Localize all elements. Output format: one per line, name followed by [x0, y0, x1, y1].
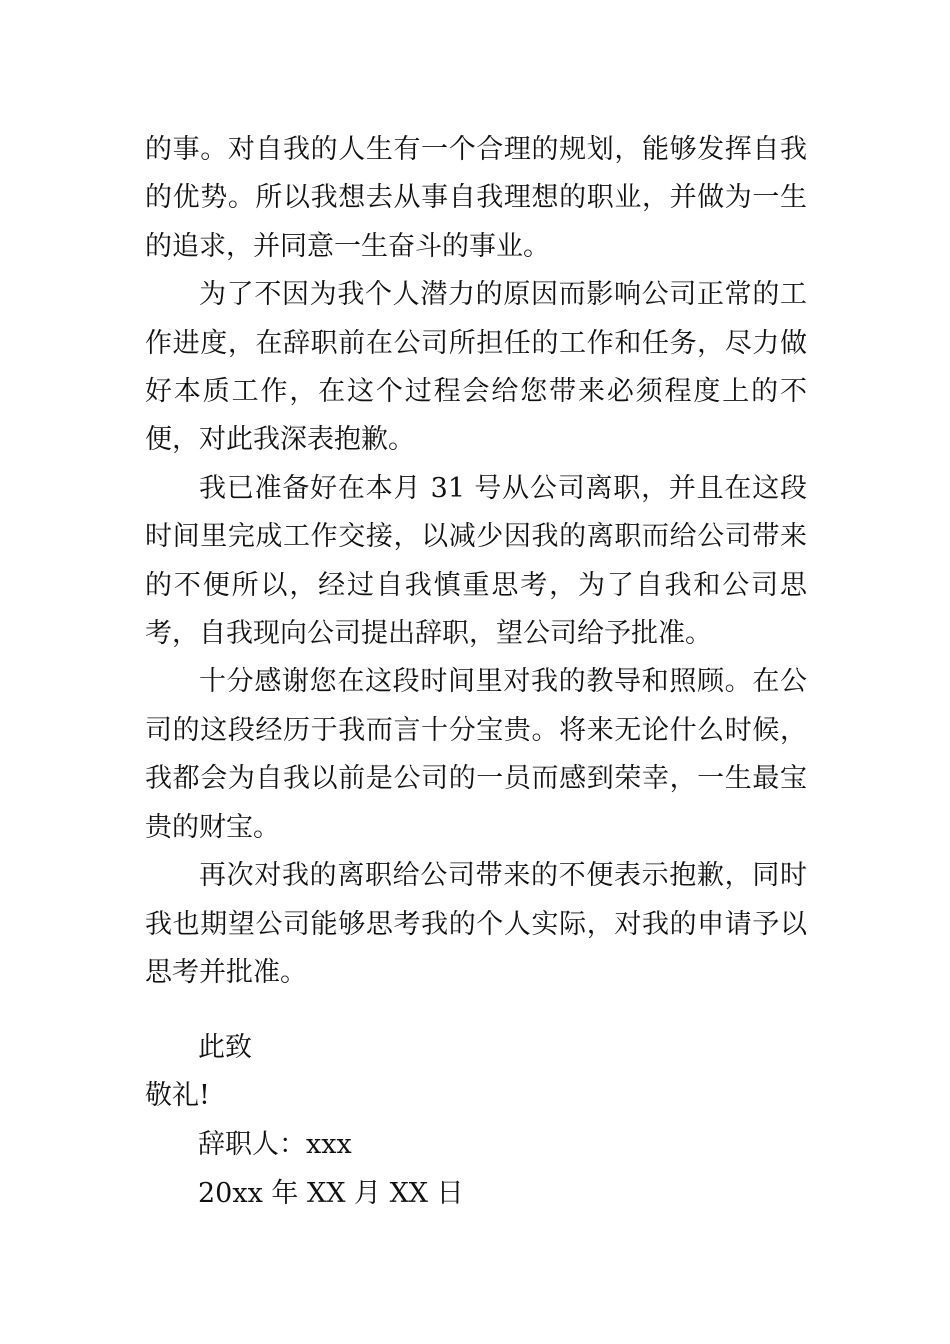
paragraph-1: 的事。对自我的人生有一个合理的规划，能够发挥自我的优势。所以我想去从事自我理想的职业，并做为一生的追求，并同意一生奋斗的事业。	[145, 134, 807, 262]
paragraph-2: 为了不因为我个人潜力的原因而影响公司正常的工作进度，在辞职前在公司所担任的工作和任务，尽力做好本质工作，在这个过程会给您带来必须程度上的不便，对此我深表抱歉。	[145, 279, 807, 456]
signature-line: 辞职人：xxx	[198, 1129, 352, 1160]
paragraph-5: 再次对我的离职给公司带来的不便表示抱歉，同时我也期望公司能够思考我的个人实际，对我的申请予以思考并批准。	[145, 860, 807, 988]
paragraph-3: 我已准备好在本月 31 号从公司离职，并且在这段时间里完成工作交接，以减少因我的离职而给公司带来的不便所以，经过自我慎重思考，为了自我和公司思考，自我现向公司提出辞职，望公司给予批准。	[145, 472, 807, 650]
letter-body	[145, 126, 807, 997]
date-line: 20xx 年 XX 月 XX 日	[198, 1178, 464, 1209]
paragraph-4: 十分感谢您在这段时间里对我的教导和照顾。在公司的这段经历于我而言十分宝贵。将来无论什么时候，我都会为自我以前是公司的一员而感到荣幸，一生最宝贵的财宝。	[145, 666, 807, 843]
closing-salutation: 此致	[198, 1032, 252, 1063]
closing-regards: 敬礼!	[145, 1080, 210, 1111]
